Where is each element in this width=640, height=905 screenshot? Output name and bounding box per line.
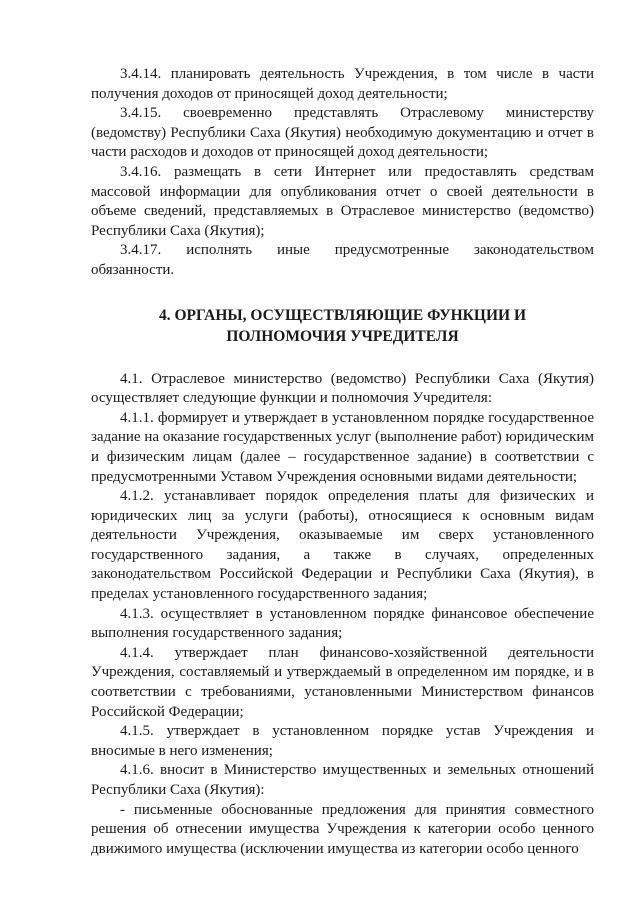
- section-heading: [91, 305, 594, 347]
- paragraph-4-1: 4.1. Отраслевое министерство (ведомство) Республики Саха (Якутия) осуществляет следующие функции и полномочия Учредителя:: [91, 370, 594, 407]
- paragraph-4-1-1: 4.1.1. формирует и утверждает в установленном порядке государственное задание на оказание государственных услуг (выполнение работ) юридическим и физическим лицам (далее – государственное задание) в соответствии с предусмотренными Уставом Учреждения основными видами деятельности;: [91, 409, 594, 485]
- paragraph-4-1-6-item: - письменные обоснованные предложения для принятия совместного решения об отнесении имущества Учреждения к категории особо ценного движимого имущества (исключении имущества из категории особо ценного: [91, 801, 594, 857]
- paragraph-3-4-17: 3.4.17. исполнять иные предусмотренные законодательством обязанности.: [91, 242, 594, 278]
- paragraph-3-4-16: 3.4.16. размещать в сети Интернет или предоставлять средствам массовой информации для опубликования отчет о своей деятельности в объеме сведений, представляемых в Отраслевое министерство (ведомство) Республики Саха (Якутия);: [91, 163, 594, 239]
- paragraph-4-1-5: 4.1.5. утверждает в установленном порядке устав Учреждения и вносимые в него изменения;: [91, 723, 594, 759]
- section-heading-line1: 4. ОРГАНЫ, ОСУЩЕСТВЛЯЮЩИЕ ФУНКЦИИ И: [158, 306, 527, 324]
- paragraph-3-4-14: 3.4.14. планировать деятельность Учреждения, в том числе в части получения доходов от приносящей доход деятельности;: [91, 66, 594, 102]
- paragraph-4-1-3: 4.1.3. осуществляет в установленном порядке финансовое обеспечение выполнения государственного задания;: [91, 605, 594, 642]
- paragraph-4-1-2: 4.1.2. устанавливает порядок определения платы для физических и юридических лиц за услуги (работы), относящиеся к основным видам деятельности Учреждения, оказываемые им сверх установленного государственного задания, а также в случаях, определенных законодательством Российской Федерации и Республики Саха (Якутия), в пределах установленного государственного задания;: [91, 488, 594, 603]
- paragraph-4-1-6: 4.1.6. вносит в Министерство имущественных и земельных отношений Республики Саха (Якутия):: [91, 762, 594, 798]
- paragraph-3-4-15: 3.4.15. своевременно представлять Отраслевому министерству (ведомству) Республики Саха (Якутия) необходимую документацию и отчет в части расходов и доходов от приносящей доход деятельности;: [91, 105, 594, 161]
- section-heading-line2: ПОЛНОМОЧИЯ УЧРЕДИТЕЛЯ: [226, 327, 459, 345]
- paragraph-4-1-4: 4.1.4. утверждает план финансово-хозяйственной деятельности Учреждения, составляемый и утверждаемый в определенном им порядке, и в соответствии с требованиями, установленными Министерством финансов Российской Федерации;: [91, 644, 594, 720]
